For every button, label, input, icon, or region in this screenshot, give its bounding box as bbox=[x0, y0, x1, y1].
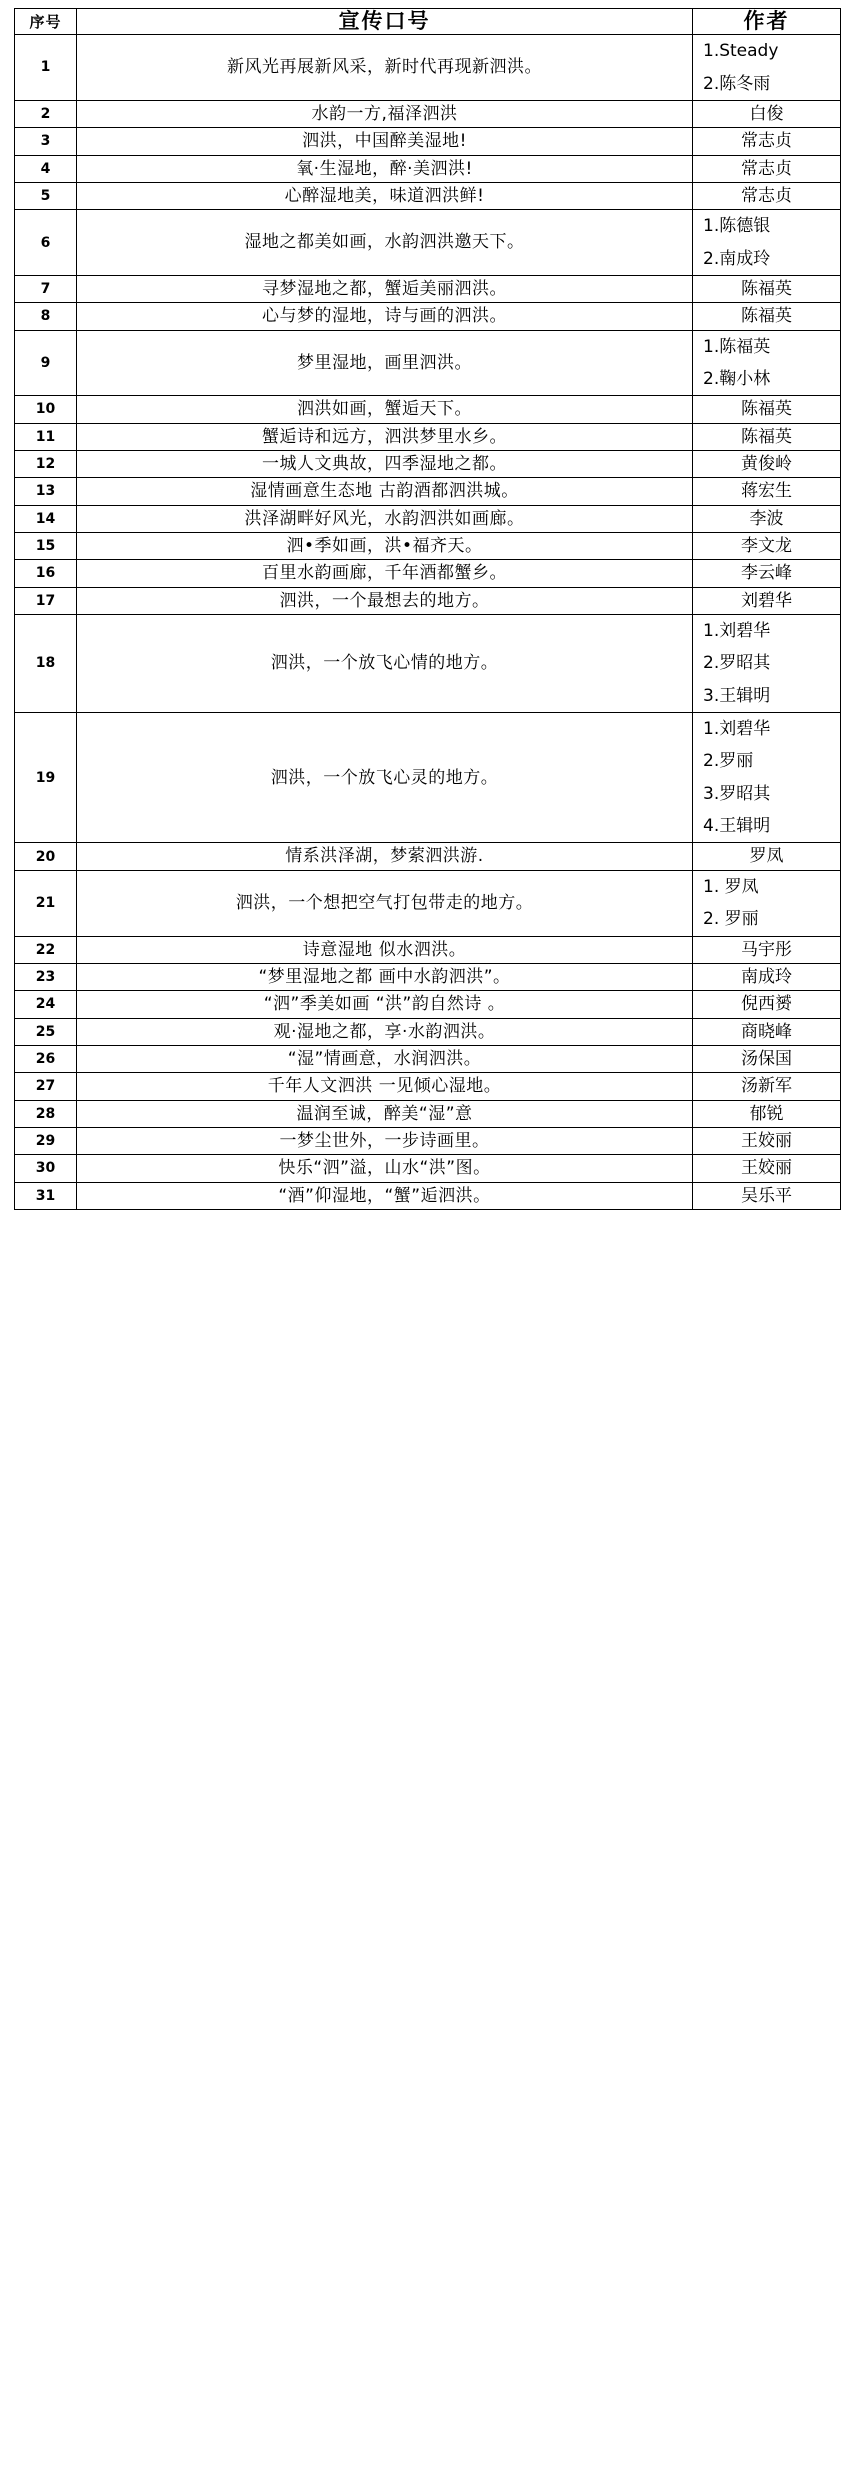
author-name: 常志贞 bbox=[741, 131, 792, 152]
row-index-cell: 21 bbox=[15, 870, 77, 936]
table-body bbox=[15, 35, 841, 1210]
author-cell bbox=[693, 1018, 841, 1045]
author-name: 4.王辑明 bbox=[703, 816, 771, 837]
slogan-cell: 温润至诚，醉美“湿”意 bbox=[77, 1100, 693, 1127]
author-name: 陈福英 bbox=[741, 306, 792, 327]
row-index-cell: 25 bbox=[15, 1018, 77, 1045]
author-cell bbox=[693, 303, 841, 330]
author-cell bbox=[693, 1045, 841, 1072]
slogan-cell: 观·湿地之都，享·水韵泗洪。 bbox=[77, 1018, 693, 1045]
slogan-cell: 心醉湿地美，味道泗洪鲜! bbox=[77, 182, 693, 209]
slogan-cell: 泗洪，一个想把空气打包带走的地方。 bbox=[77, 870, 693, 936]
row-index-cell: 1 bbox=[15, 35, 77, 101]
slogan-cell: 泗洪，一个放飞心情的地方。 bbox=[77, 615, 693, 713]
author-name: 李云峰 bbox=[741, 563, 792, 584]
author-name: 蒋宏生 bbox=[741, 481, 792, 502]
author-name: 陈福英 bbox=[741, 278, 792, 299]
author-name: 王姣丽 bbox=[741, 1130, 792, 1151]
author-cell bbox=[693, 870, 841, 936]
author-name: 陈福英 bbox=[741, 426, 792, 447]
table-row bbox=[15, 713, 841, 843]
author-cell bbox=[693, 1100, 841, 1127]
table-row bbox=[15, 35, 841, 101]
author-name: 白俊 bbox=[749, 103, 784, 124]
author-name: 1.陈德银 bbox=[703, 216, 771, 237]
slogan-cell: 泗•季如画，洪•福齐天。 bbox=[77, 533, 693, 560]
row-index-cell: 6 bbox=[15, 210, 77, 276]
table-row bbox=[15, 128, 841, 155]
author-cell bbox=[693, 1073, 841, 1100]
table-row bbox=[15, 330, 841, 396]
row-index-cell: 15 bbox=[15, 533, 77, 560]
author-cell bbox=[693, 423, 841, 450]
row-index-cell: 30 bbox=[15, 1155, 77, 1182]
slogan-cell: 新风光再展新风采，新时代再现新泗洪。 bbox=[77, 35, 693, 101]
column-header-index: 序号 bbox=[15, 9, 77, 35]
author-name: 1. 罗凤 bbox=[703, 876, 759, 897]
author-cell bbox=[693, 210, 841, 276]
author-cell bbox=[693, 936, 841, 963]
table-row bbox=[15, 1182, 841, 1209]
slogan-cell: 泗洪，中国醉美湿地! bbox=[77, 128, 693, 155]
author-name: 南成玲 bbox=[741, 966, 792, 987]
author-name: 3.王辑明 bbox=[703, 685, 771, 706]
author-name: 2.罗丽 bbox=[703, 751, 754, 772]
author-cell bbox=[693, 505, 841, 532]
author-name: 刘碧华 bbox=[741, 590, 792, 611]
row-index-cell: 2 bbox=[15, 100, 77, 127]
table-header-row bbox=[15, 9, 841, 35]
table-row bbox=[15, 182, 841, 209]
row-index-cell: 24 bbox=[15, 991, 77, 1018]
author-name: 常志贞 bbox=[741, 185, 792, 206]
row-index-cell: 14 bbox=[15, 505, 77, 532]
slogan-cell: 洪泽湖畔好风光，水韵泗洪如画廊。 bbox=[77, 505, 693, 532]
author-name: 1.刘碧华 bbox=[703, 621, 771, 642]
author-cell bbox=[693, 560, 841, 587]
row-index-cell: 7 bbox=[15, 275, 77, 302]
slogan-cell: 情系洪泽湖，梦萦泗洪游. bbox=[77, 843, 693, 870]
author-name: 2.鞠小林 bbox=[703, 368, 771, 389]
row-index-cell: 19 bbox=[15, 713, 77, 843]
author-name: 常志贞 bbox=[741, 158, 792, 179]
author-cell bbox=[693, 35, 841, 101]
slogan-cell: 寻梦湿地之都，蟹逅美丽泗洪。 bbox=[77, 275, 693, 302]
slogan-cell: 泗洪，一个最想去的地方。 bbox=[77, 587, 693, 614]
author-cell bbox=[693, 451, 841, 478]
table-row bbox=[15, 1073, 841, 1100]
row-index-cell: 10 bbox=[15, 396, 77, 423]
slogan-cell: “梦里湿地之都 画中水韵泗洪”。 bbox=[77, 963, 693, 990]
document-page bbox=[0, 0, 855, 1220]
author-cell bbox=[693, 155, 841, 182]
table-row bbox=[15, 1100, 841, 1127]
slogan-cell: “泗”季美如画 “洪”韵自然诗 。 bbox=[77, 991, 693, 1018]
table-row bbox=[15, 991, 841, 1018]
table-row bbox=[15, 1127, 841, 1154]
table-row bbox=[15, 478, 841, 505]
slogan-cell: 氧·生湿地，醉·美泗洪! bbox=[77, 155, 693, 182]
slogan-cell: “酒”仰湿地，“蟹”逅泗洪。 bbox=[77, 1182, 693, 1209]
row-index-cell: 11 bbox=[15, 423, 77, 450]
slogan-cell: 泗洪，一个放飞心灵的地方。 bbox=[77, 713, 693, 843]
table-row bbox=[15, 100, 841, 127]
author-cell bbox=[693, 615, 841, 713]
table-row bbox=[15, 1018, 841, 1045]
slogan-cell: 湿情画意生态地 古韵酒都泗洪城。 bbox=[77, 478, 693, 505]
row-index-cell: 26 bbox=[15, 1045, 77, 1072]
row-index-cell: 13 bbox=[15, 478, 77, 505]
table-row bbox=[15, 505, 841, 532]
row-index-cell: 18 bbox=[15, 615, 77, 713]
table-row bbox=[15, 533, 841, 560]
author-name: 2.罗昭其 bbox=[703, 653, 771, 674]
slogan-cell: 千年人文泗洪 一见倾心湿地。 bbox=[77, 1073, 693, 1100]
slogan-cell: 梦里湿地，画里泗洪。 bbox=[77, 330, 693, 396]
author-name: 1.刘碧华 bbox=[703, 719, 771, 740]
table-row bbox=[15, 963, 841, 990]
slogan-cell: 一城人文典故，四季湿地之都。 bbox=[77, 451, 693, 478]
slogan-cell: 水韵一方,福泽泗洪 bbox=[77, 100, 693, 127]
table-row bbox=[15, 451, 841, 478]
slogan-cell: 湿地之都美如画，水韵泗洪邀天下。 bbox=[77, 210, 693, 276]
slogan-cell: 泗洪如画，蟹逅天下。 bbox=[77, 396, 693, 423]
row-index-cell: 27 bbox=[15, 1073, 77, 1100]
row-index-cell: 20 bbox=[15, 843, 77, 870]
author-name: 罗凤 bbox=[749, 846, 784, 867]
slogan-cell: “湿”情画意，水润泗洪。 bbox=[77, 1045, 693, 1072]
author-cell bbox=[693, 1127, 841, 1154]
slogan-cell: 百里水韵画廊，千年酒都蟹乡。 bbox=[77, 560, 693, 587]
table-row bbox=[15, 396, 841, 423]
author-cell bbox=[693, 533, 841, 560]
author-cell bbox=[693, 1155, 841, 1182]
row-index-cell: 22 bbox=[15, 936, 77, 963]
author-cell bbox=[693, 478, 841, 505]
author-cell bbox=[693, 100, 841, 127]
author-cell bbox=[693, 182, 841, 209]
author-name: 李文龙 bbox=[741, 536, 792, 557]
author-cell bbox=[693, 713, 841, 843]
author-name: 2. 罗丽 bbox=[703, 909, 759, 930]
author-name: 王姣丽 bbox=[741, 1158, 792, 1179]
slogan-cell: 一梦尘世外，一步诗画里。 bbox=[77, 1127, 693, 1154]
row-index-cell: 17 bbox=[15, 587, 77, 614]
author-cell bbox=[693, 991, 841, 1018]
author-name: 倪西赟 bbox=[741, 994, 792, 1015]
table-row bbox=[15, 303, 841, 330]
author-cell bbox=[693, 330, 841, 396]
column-header-author: 作者 bbox=[693, 9, 841, 35]
slogan-table bbox=[14, 8, 841, 1210]
author-name: 1.Steady bbox=[703, 41, 779, 62]
table-row bbox=[15, 560, 841, 587]
table-row bbox=[15, 210, 841, 276]
author-name: 1.陈福英 bbox=[703, 336, 771, 357]
table-row bbox=[15, 615, 841, 713]
author-cell bbox=[693, 275, 841, 302]
author-name: 陈福英 bbox=[741, 399, 792, 420]
row-index-cell: 9 bbox=[15, 330, 77, 396]
row-index-cell: 31 bbox=[15, 1182, 77, 1209]
row-index-cell: 8 bbox=[15, 303, 77, 330]
table-row bbox=[15, 936, 841, 963]
author-cell bbox=[693, 843, 841, 870]
author-name: 黄俊岭 bbox=[741, 454, 792, 474]
author-name: 2.南成玲 bbox=[703, 248, 771, 269]
author-name: 汤新军 bbox=[741, 1076, 792, 1097]
slogan-cell: 蟹逅诗和远方，泗洪梦里水乡。 bbox=[77, 423, 693, 450]
table-row bbox=[15, 870, 841, 936]
author-cell bbox=[693, 1182, 841, 1209]
author-name: 商晓峰 bbox=[741, 1021, 792, 1042]
table-row bbox=[15, 843, 841, 870]
slogan-cell: 心与梦的湿地，诗与画的泗洪。 bbox=[77, 303, 693, 330]
slogan-cell: 快乐“泗”溢，山水“洪”图。 bbox=[77, 1155, 693, 1182]
table-row bbox=[15, 1045, 841, 1072]
table-row bbox=[15, 587, 841, 614]
row-index-cell: 5 bbox=[15, 182, 77, 209]
column-header-slogan: 宣传口号 bbox=[77, 9, 693, 35]
row-index-cell: 12 bbox=[15, 451, 77, 478]
author-cell bbox=[693, 963, 841, 990]
author-cell bbox=[693, 396, 841, 423]
table-row bbox=[15, 275, 841, 302]
row-index-cell: 3 bbox=[15, 128, 77, 155]
row-index-cell: 28 bbox=[15, 1100, 77, 1127]
author-cell bbox=[693, 587, 841, 614]
table-row bbox=[15, 155, 841, 182]
table-header bbox=[15, 9, 841, 35]
row-index-cell: 16 bbox=[15, 560, 77, 587]
row-index-cell: 4 bbox=[15, 155, 77, 182]
author-name: 2.陈冬雨 bbox=[703, 73, 771, 94]
row-index-cell: 29 bbox=[15, 1127, 77, 1154]
table-row bbox=[15, 1155, 841, 1182]
author-name: 汤保国 bbox=[741, 1048, 792, 1069]
table-row bbox=[15, 423, 841, 450]
author-name: 李波 bbox=[749, 508, 784, 529]
author-name: 3.罗昭其 bbox=[703, 783, 771, 804]
author-name: 马宇彤 bbox=[741, 939, 792, 960]
author-name: 吴乐平 bbox=[741, 1185, 792, 1206]
row-index-cell: 23 bbox=[15, 963, 77, 990]
author-cell bbox=[693, 128, 841, 155]
author-name: 郁锐 bbox=[749, 1103, 784, 1124]
slogan-cell: 诗意湿地 似水泗洪。 bbox=[77, 936, 693, 963]
